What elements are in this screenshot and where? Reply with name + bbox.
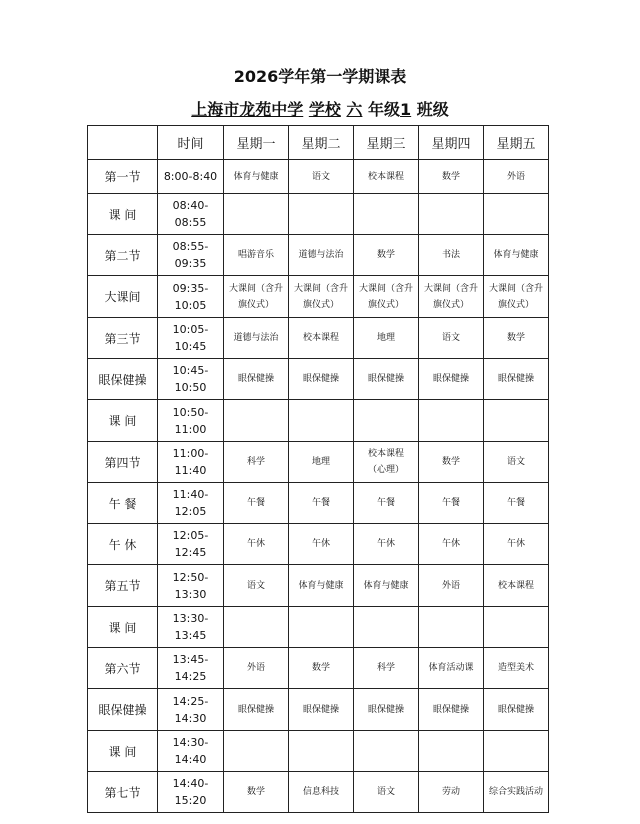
table-row (88, 648, 549, 689)
subject-cell: 眼保健操 (354, 689, 419, 731)
subject-cell: 信息科技 (289, 772, 354, 813)
subject-cell: 地理 (354, 318, 419, 359)
table-row (88, 607, 549, 648)
subject-cell (484, 194, 549, 235)
header-day: 星期一 (224, 126, 289, 160)
subject-cell: 道德与法治 (289, 235, 354, 276)
table-row (88, 359, 549, 400)
subject-cell: 劳动 (419, 772, 484, 813)
period-time: 10:45- 10:50 (158, 359, 224, 400)
subject-cell: 午休 (289, 524, 354, 565)
subject-cell: 校本课程 (484, 565, 549, 607)
subject-cell: 眼保健操 (484, 689, 549, 731)
subject-cell: 午休 (354, 524, 419, 565)
table-row (88, 160, 549, 194)
subject-cell: 校本课程 (289, 318, 354, 359)
subject-cell (224, 400, 289, 442)
subject-cell: 书法 (419, 235, 484, 276)
header-time: 时间 (158, 126, 224, 160)
subject-cell: 眼保健操 (419, 359, 484, 400)
subject-cell: 外语 (484, 160, 549, 194)
period-label: 眼保健操 (88, 689, 158, 731)
period-label: 午 休 (88, 524, 158, 565)
subject-cell (354, 400, 419, 442)
subject-cell: 体育与健康 (224, 160, 289, 194)
subject-cell: 语文 (224, 565, 289, 607)
subject-cell: 大课间（含升 旗仪式） (354, 276, 419, 318)
subject-cell: 眼保健操 (224, 359, 289, 400)
period-label: 课 间 (88, 400, 158, 442)
subject-cell: 午餐 (224, 483, 289, 524)
period-label: 第一节 (88, 160, 158, 194)
subject-cell: 眼保健操 (484, 359, 549, 400)
period-time: 08:55- 09:35 (158, 235, 224, 276)
subject-cell (354, 194, 419, 235)
period-label: 第四节 (88, 442, 158, 483)
period-time: 14:40- 15:20 (158, 772, 224, 813)
subject-cell: 眼保健操 (354, 359, 419, 400)
period-time: 12:05- 12:45 (158, 524, 224, 565)
subject-cell: 体育活动课 (419, 648, 484, 689)
page-subtitle (0, 97, 640, 120)
period-label: 第五节 (88, 565, 158, 607)
period-time: 11:40- 12:05 (158, 483, 224, 524)
grade-suffix: 年级 (368, 100, 401, 119)
period-time: 13:30- 13:45 (158, 607, 224, 648)
subject-cell: 大课间（含升 旗仪式） (224, 276, 289, 318)
subject-cell: 大课间（含升 旗仪式） (484, 276, 549, 318)
table-row (88, 772, 549, 813)
subject-cell: 午休 (419, 524, 484, 565)
subject-cell: 语文 (419, 318, 484, 359)
subject-cell (419, 194, 484, 235)
subject-cell: 语文 (354, 772, 419, 813)
subject-cell (419, 400, 484, 442)
period-time: 09:35- 10:05 (158, 276, 224, 318)
subject-cell: 语文 (484, 442, 549, 483)
period-time: 13:45- 14:25 (158, 648, 224, 689)
subject-cell (224, 607, 289, 648)
subject-cell (484, 731, 549, 772)
grade-value: 六 (346, 100, 363, 119)
subject-cell: 午餐 (419, 483, 484, 524)
subject-cell: 数学 (484, 318, 549, 359)
subject-cell: 科学 (224, 442, 289, 483)
subject-cell: 眼保健操 (289, 359, 354, 400)
period-label: 大课间 (88, 276, 158, 318)
subject-cell (224, 194, 289, 235)
table-row (88, 194, 549, 235)
subject-cell: 数学 (419, 160, 484, 194)
subject-cell (224, 731, 289, 772)
subject-cell: 大课间（含升 旗仪式） (289, 276, 354, 318)
school-suffix: 学校 (308, 100, 341, 119)
period-time: 10:05- 10:45 (158, 318, 224, 359)
subject-cell (289, 400, 354, 442)
subject-cell: 午休 (224, 524, 289, 565)
period-time: 11:00- 11:40 (158, 442, 224, 483)
header-corner (88, 126, 158, 160)
subject-cell: 唱游音乐 (224, 235, 289, 276)
subject-cell (354, 731, 419, 772)
period-label: 课 间 (88, 607, 158, 648)
subject-cell: 午餐 (289, 483, 354, 524)
subject-cell: 午休 (484, 524, 549, 565)
subject-cell: 综合实践活动 (484, 772, 549, 813)
table-row (88, 565, 549, 607)
subject-cell (354, 607, 419, 648)
subject-cell: 校本课程 (354, 160, 419, 194)
table-row (88, 400, 549, 442)
table-row (88, 442, 549, 483)
subject-cell: 大课间（含升 旗仪式） (419, 276, 484, 318)
class-suffix: 班级 (416, 100, 449, 119)
subject-cell: 外语 (224, 648, 289, 689)
period-label: 第三节 (88, 318, 158, 359)
header-row (88, 126, 549, 160)
subject-cell (289, 731, 354, 772)
subject-cell: 地理 (289, 442, 354, 483)
table-row (88, 235, 549, 276)
subject-cell (419, 731, 484, 772)
header-day: 星期五 (484, 126, 549, 160)
subject-cell: 体育与健康 (289, 565, 354, 607)
subject-cell (484, 607, 549, 648)
period-time: 10:50- 11:00 (158, 400, 224, 442)
schedule-table (87, 125, 549, 813)
period-time: 14:25- 14:30 (158, 689, 224, 731)
period-label: 第二节 (88, 235, 158, 276)
table-row (88, 731, 549, 772)
subject-cell (419, 607, 484, 648)
table-row (88, 318, 549, 359)
subject-cell: 体育与健康 (484, 235, 549, 276)
subject-cell: 眼保健操 (289, 689, 354, 731)
subject-cell: 体育与健康 (354, 565, 419, 607)
subject-cell: 数学 (354, 235, 419, 276)
subject-cell: 数学 (419, 442, 484, 483)
table-row (88, 276, 549, 318)
subject-cell: 科学 (354, 648, 419, 689)
school-name: 上海市龙苑中学 (191, 100, 304, 119)
table-row (88, 524, 549, 565)
subject-cell (484, 400, 549, 442)
table-row (88, 689, 549, 731)
subject-cell: 数学 (289, 648, 354, 689)
subject-cell: 眼保健操 (419, 689, 484, 731)
page-title: 2026学年第一学期课表 (233, 67, 407, 86)
subject-cell: 午餐 (354, 483, 419, 524)
subject-cell: 眼保健操 (224, 689, 289, 731)
subject-cell: 语文 (289, 160, 354, 194)
header-day: 星期三 (354, 126, 419, 160)
subject-cell (289, 194, 354, 235)
period-label: 课 间 (88, 194, 158, 235)
subject-cell: 造型美术 (484, 648, 549, 689)
period-label: 课 间 (88, 731, 158, 772)
subject-cell (289, 607, 354, 648)
period-label: 第七节 (88, 772, 158, 813)
period-label: 眼保健操 (88, 359, 158, 400)
period-time: 8:00-8:40 (158, 160, 224, 194)
subject-cell: 午餐 (484, 483, 549, 524)
class-value: 1 (400, 100, 412, 119)
period-time: 08:40- 08:55 (158, 194, 224, 235)
period-label: 第六节 (88, 648, 158, 689)
subject-cell: 道德与法治 (224, 318, 289, 359)
subject-cell: 校本课程 （心理） (354, 442, 419, 483)
subject-cell: 数学 (224, 772, 289, 813)
period-label: 午 餐 (88, 483, 158, 524)
table-row (88, 483, 549, 524)
period-time: 12:50- 13:30 (158, 565, 224, 607)
header-day: 星期二 (289, 126, 354, 160)
subject-cell: 外语 (419, 565, 484, 607)
period-time: 14:30- 14:40 (158, 731, 224, 772)
header-day: 星期四 (419, 126, 484, 160)
